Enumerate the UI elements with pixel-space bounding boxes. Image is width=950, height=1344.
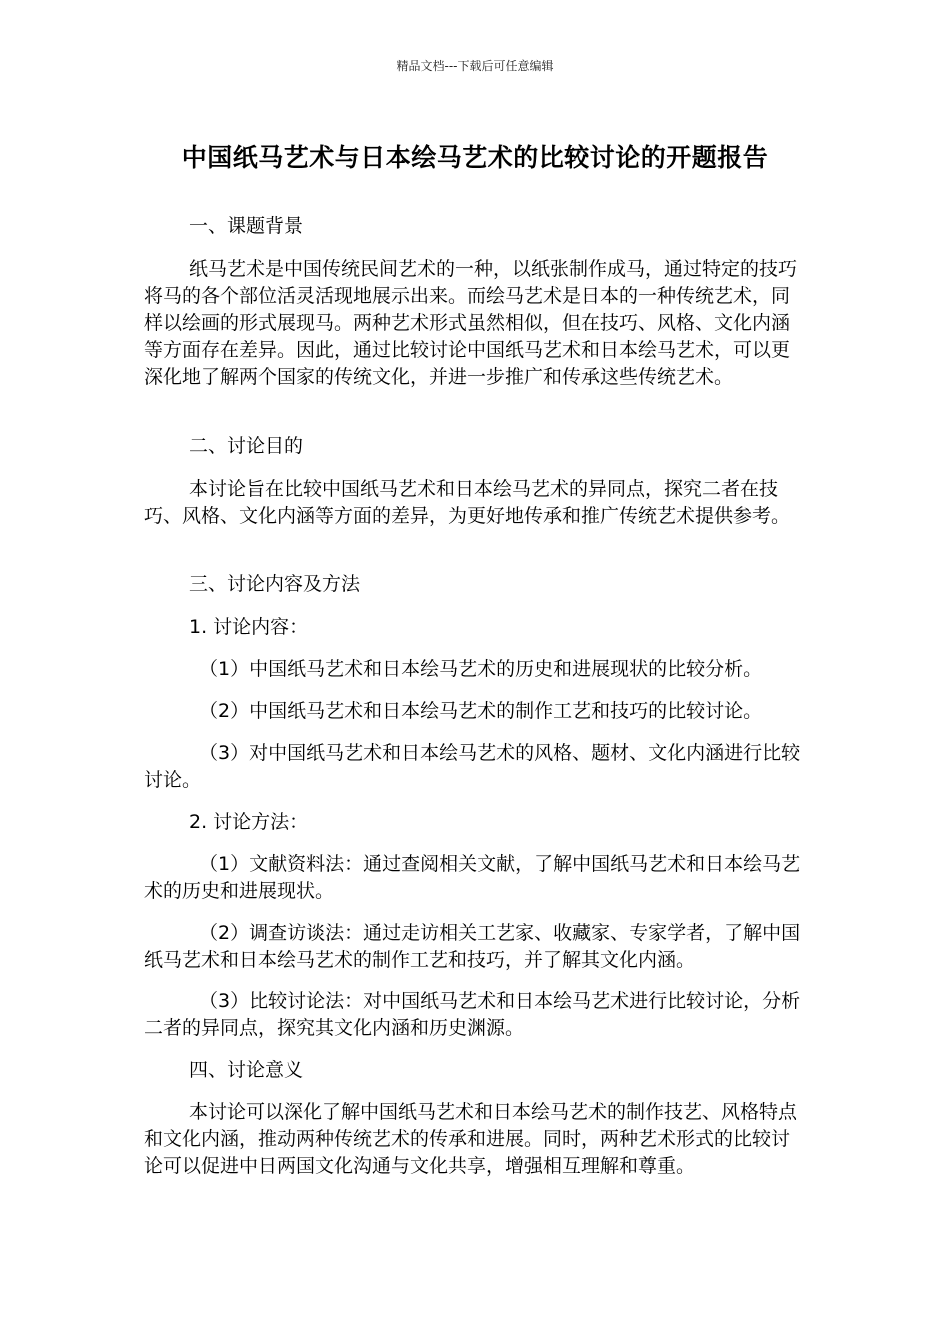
method-item-2: （2）调查访谈法：通过走访相关工艺家、收藏家、专家学者，了解中国纸马艺术和日本绘马艺术的制作工艺和技巧，并了解其文化内涵。	[144, 922, 801, 971]
method-item-1: （1）文献资料法：通过查阅相关文献，了解中国纸马艺术和日本绘马艺术的历史和进展现状。	[144, 853, 801, 902]
document-title: 中国纸马艺术与日本绘马艺术的比较讨论的开题报告	[181, 143, 769, 172]
section-heading-purpose: 二、讨论目的	[189, 435, 304, 457]
subheading-methods: 2. 讨论方法：	[189, 811, 309, 833]
content-item-3: （3）对中国纸马艺术和日本绘马艺术的风格、题材、文化内涵进行比较讨论。	[144, 742, 801, 791]
paragraph-background: 纸马艺术是中国传统民间艺术的一种，以纸张制作成马，通过特定的技巧将马的各个部位活灵活现地展示出来。而绘马艺术是日本的一种传统艺术，同样以绘画的形式展现马。两种艺术形式虽然相似，但在技巧、风格、文化内涵等方面存在差异。因此，通过比较讨论中国纸马艺术和日本绘马艺术，可以更深化地了解两个国家的传统文化，并进一步推广和传承这些传统艺术。	[144, 258, 798, 388]
section-heading-content-methods: 三、讨论内容及方法	[189, 573, 361, 595]
section-heading-background: 一、课题背景	[189, 215, 304, 237]
paragraph-significance: 本讨论可以深化了解中国纸马艺术和日本绘马艺术的制作技艺、风格特点和文化内涵，推动两种传统艺术的传承和进展。同时，两种艺术形式的比较讨论可以促进中日两国文化沟通与文化共享，增强相互理解和尊重。	[144, 1101, 798, 1177]
page-header: 精品文档---下载后可任意编辑	[396, 59, 554, 73]
content-item-2: （2）中国纸马艺术和日本绘马艺术的制作工艺和技巧的比较讨论。	[199, 700, 763, 722]
section-heading-significance: 四、讨论意义	[189, 1059, 304, 1081]
paragraph-purpose: 本讨论旨在比较中国纸马艺术和日本绘马艺术的异同点，探究二者在技巧、风格、文化内涵等方面的差异，为更好地传承和推广传统艺术提供参考。	[144, 478, 791, 527]
content-item-1: （1）中国纸马艺术和日本绘马艺术的历史和进展现状的比较分析。	[199, 658, 763, 680]
subheading-content: 1. 讨论内容：	[189, 616, 309, 638]
method-item-3: （3）比较讨论法：对中国纸马艺术和日本绘马艺术进行比较讨论，分析二者的异同点，探究其文化内涵和历史渊源。	[144, 990, 801, 1039]
